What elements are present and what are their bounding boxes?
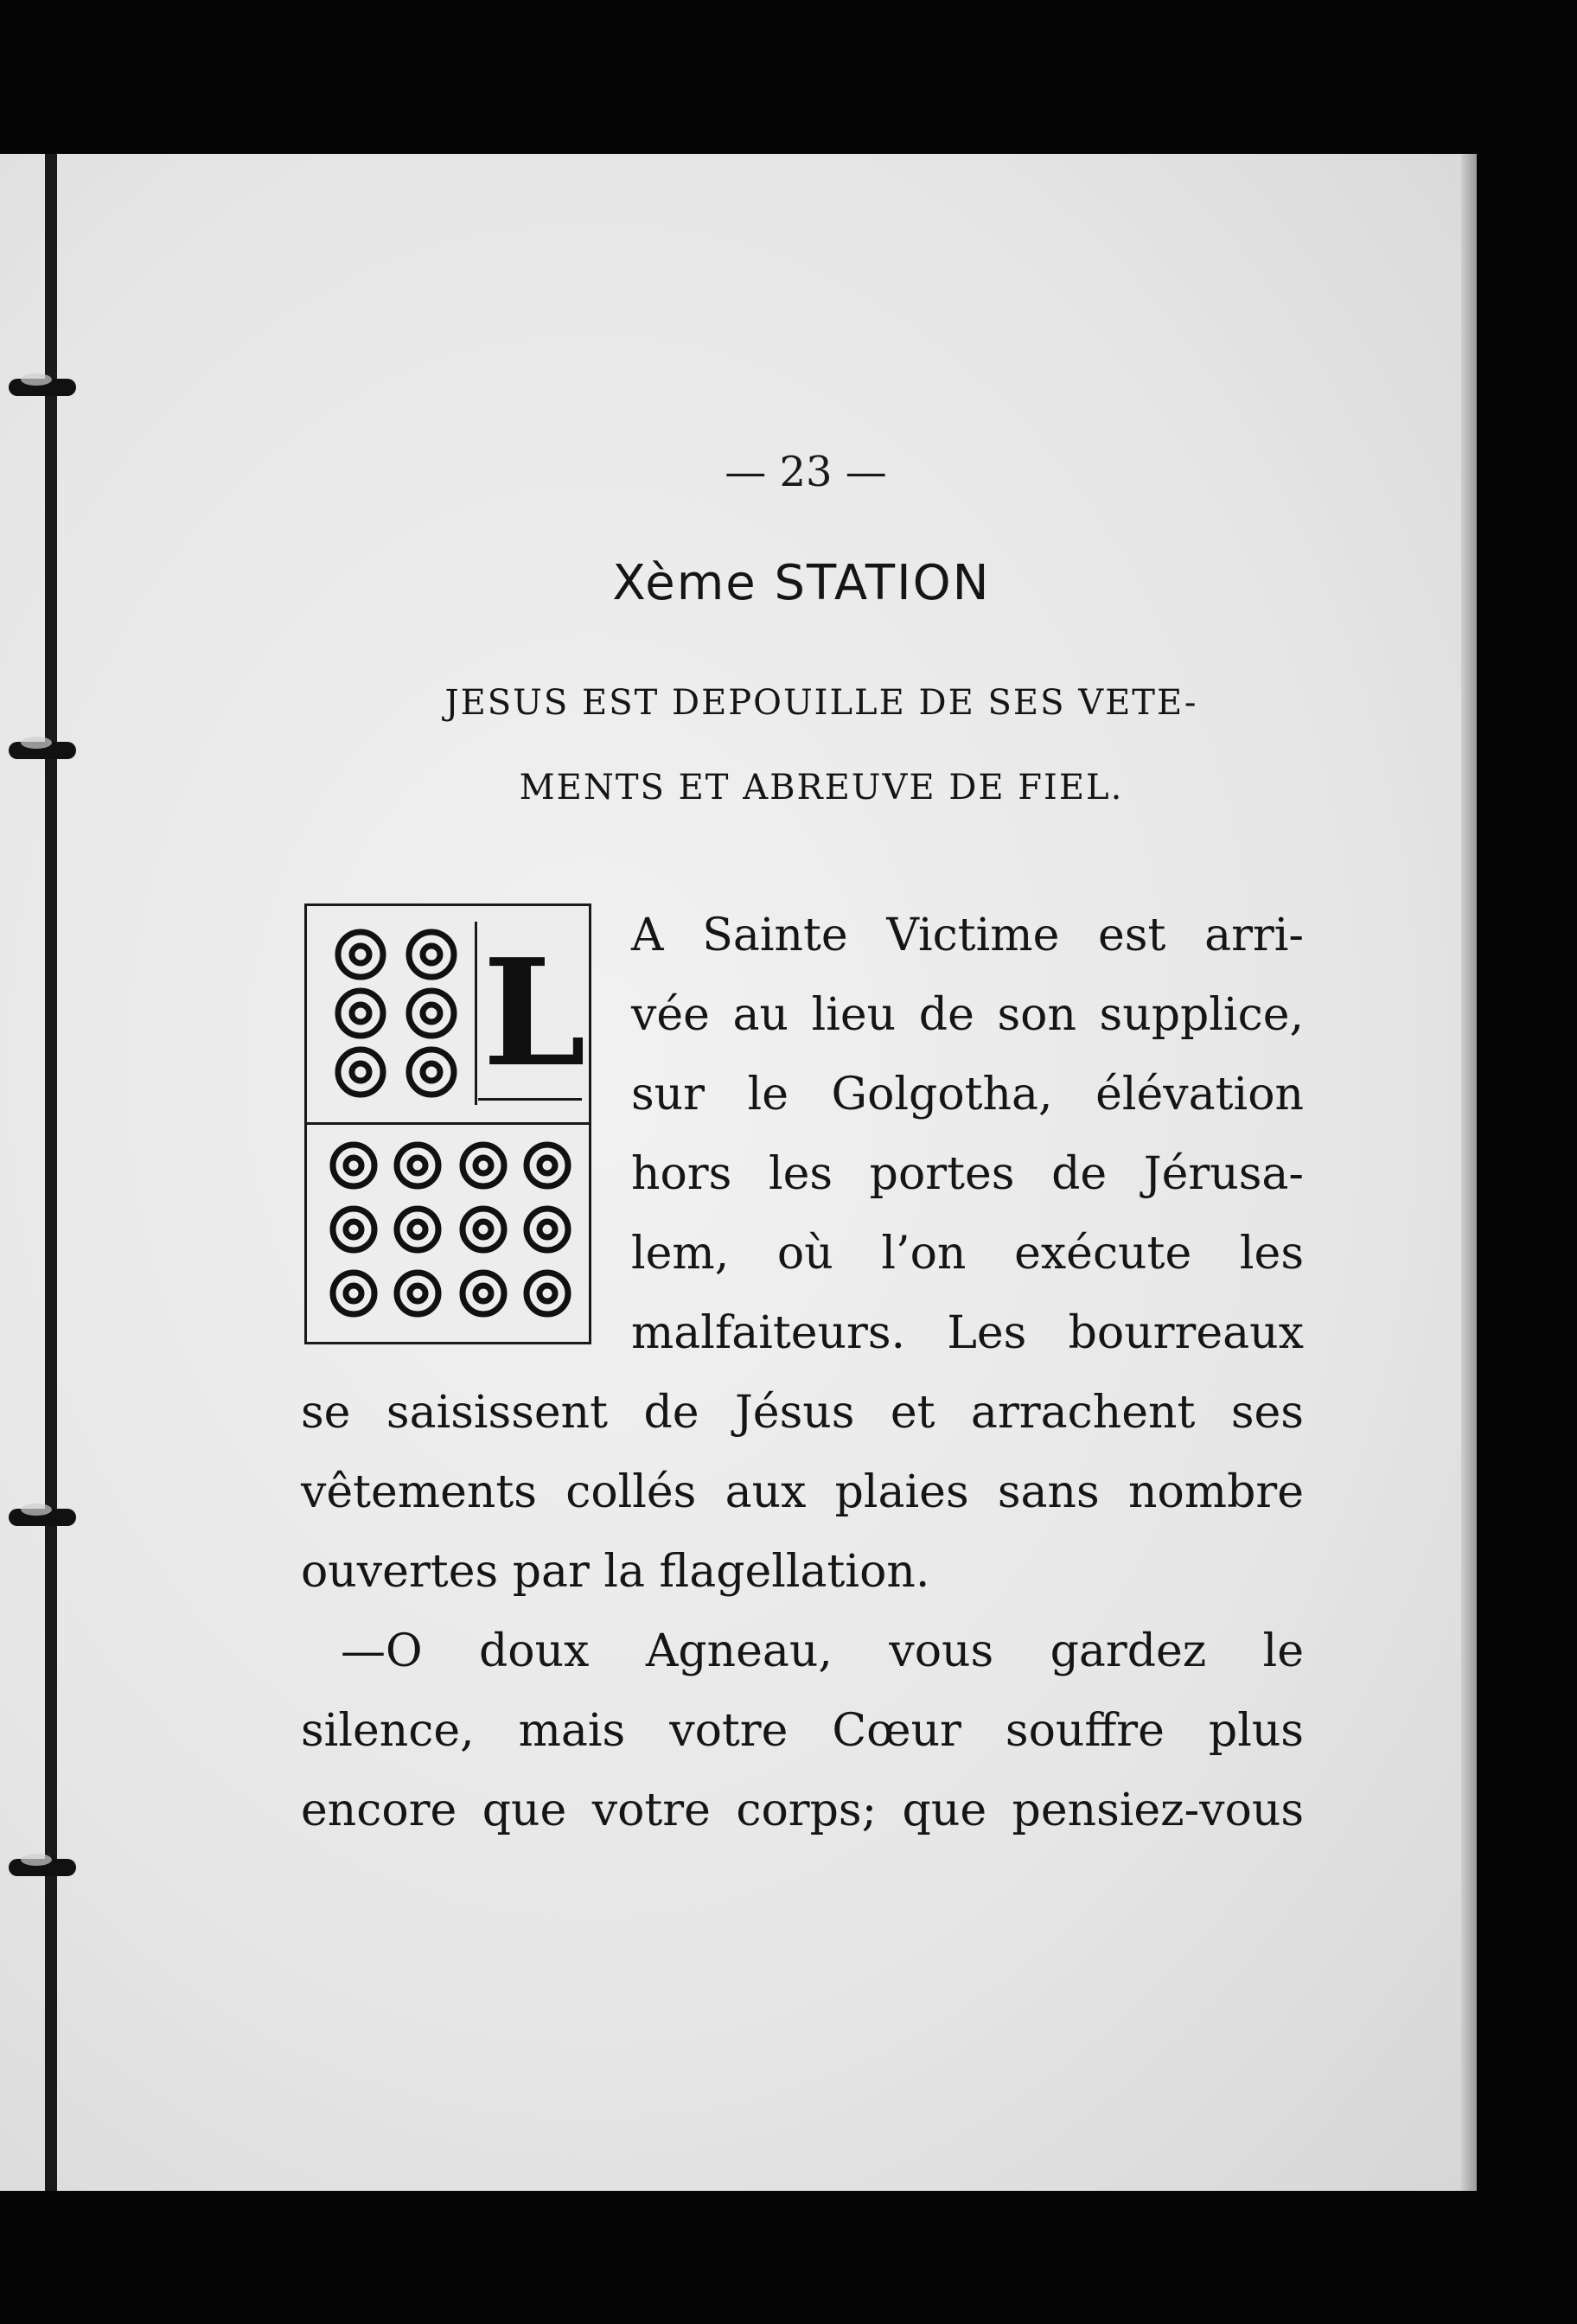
binding-stitch bbox=[9, 1859, 76, 1876]
text-line: hors les portes de Jérusa- bbox=[631, 1148, 1304, 1200]
text-line: sur le Golgotha, élévation bbox=[631, 1069, 1304, 1120]
dropcap-top-panel bbox=[307, 906, 589, 1125]
station-subtitle-line-1: JESUS EST DEPOUILLE DE SES VETE- bbox=[444, 683, 1198, 723]
ornamental-dropcap bbox=[304, 903, 591, 1344]
dropcap-underline bbox=[478, 1098, 582, 1101]
binding-stitch bbox=[9, 379, 76, 396]
text-line: silence, mais votre Cœur souffre plus bbox=[301, 1705, 1304, 1757]
text-line: vêtements collés aux plaies sans nombre bbox=[301, 1466, 1304, 1518]
text-line: vée au lieu de son supplice, bbox=[631, 989, 1304, 1041]
text-line: malfaiteurs. Les bourreaux bbox=[631, 1307, 1304, 1359]
ornament-scroll-icon bbox=[322, 1134, 578, 1325]
binding-stitch bbox=[9, 1509, 76, 1526]
station-subtitle-line-2: MENTS ET ABREUVE DE FIEL. bbox=[519, 768, 1124, 808]
binding-stitch bbox=[9, 742, 76, 759]
text-line: lem, où l’on exécute les bbox=[631, 1228, 1304, 1280]
station-title: Xème STATION bbox=[612, 555, 991, 611]
text-line: —O doux Agneau, vous gardez le bbox=[341, 1625, 1304, 1677]
text-line: A Sainte Victime est arri- bbox=[631, 910, 1304, 961]
text-line: se saisissent de Jésus et arrachent ses bbox=[301, 1387, 1304, 1439]
page-number: — 23 — bbox=[725, 448, 887, 496]
ornament-scroll-icon bbox=[322, 922, 477, 1105]
text-line: encore que votre corps; que pensiez-vous bbox=[301, 1784, 1304, 1836]
text-line: ouvertes par la flagellation. bbox=[301, 1546, 930, 1598]
dropcap-letter: L bbox=[482, 927, 586, 1100]
